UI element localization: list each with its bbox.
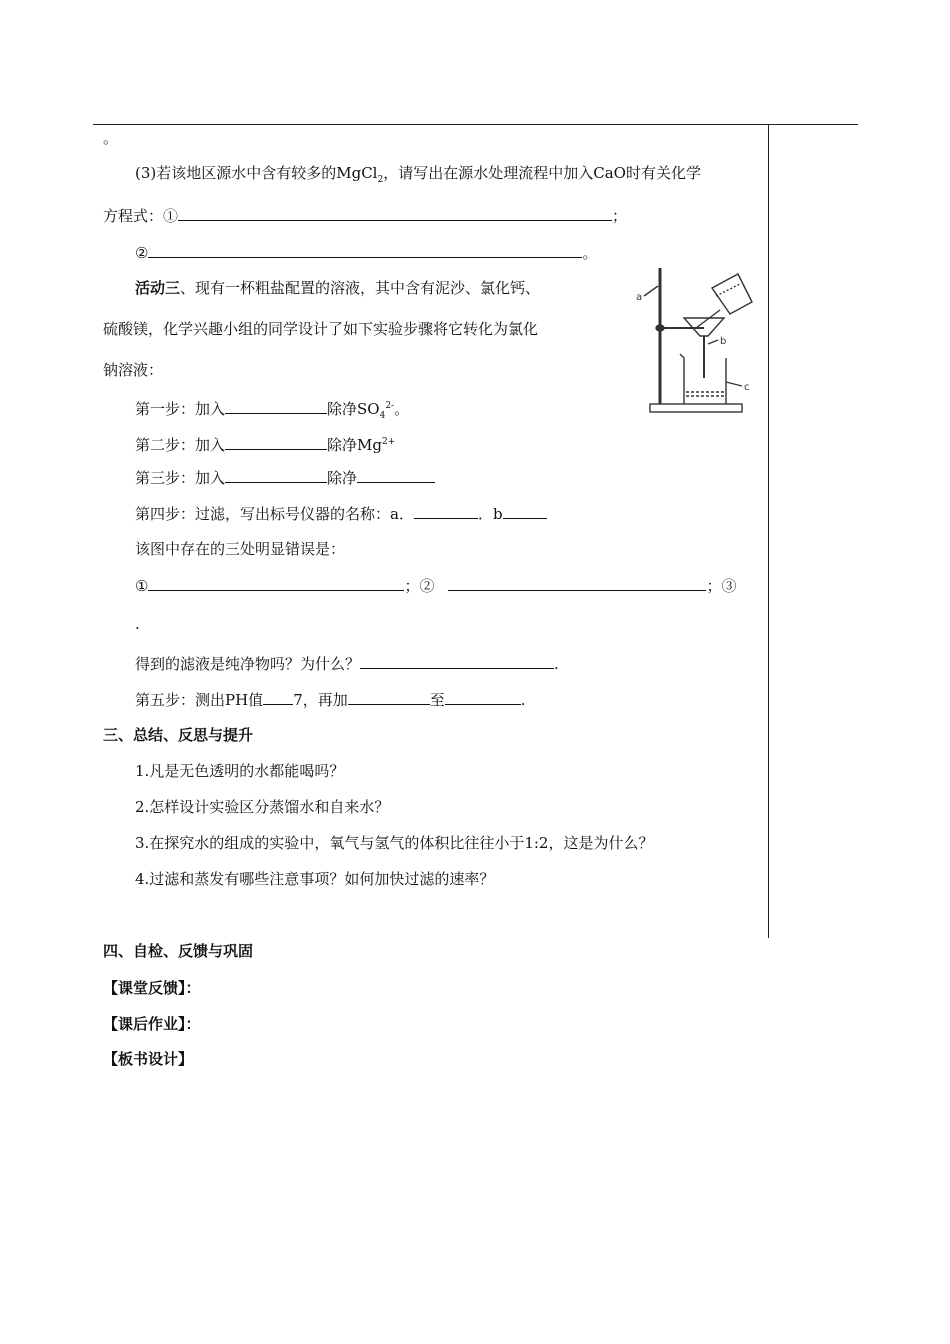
step1-sup: 2- [385,401,395,411]
step5-label: 第五步：测出PH值 [135,691,264,709]
err2-label: ；② [404,577,435,595]
step4-blank-a[interactable] [414,503,478,519]
step2-label: 第二步：加入 [135,436,226,454]
leading-period: 。 [103,129,119,147]
q3-text: (3)若该地区源水中含有较多的MgCl [135,164,378,182]
filtration-apparatus-figure [612,258,758,418]
step-3-line [135,467,435,488]
beaker-liquid [716,284,740,296]
step1-blank[interactable] [225,398,327,414]
board-design-heading: 【板书设计】 [103,1050,194,1068]
section-3-title: 三、总结、反思与提升 [103,726,254,744]
reflection-question-3: 3.在探究水的组成的实验中，氧气与氢气的体积比往往小于1:2，这是为什么？ [135,834,654,852]
activity-3-line-3: 钠溶液： [103,361,164,379]
glass-rod [696,310,720,328]
step-5-line [135,689,526,710]
reflection-question-2: 2.怎样设计实验区分蒸馏水和自来水？ [135,798,390,816]
err2-blank[interactable] [448,575,706,591]
errors-line [135,575,736,596]
eq2-end: 。 [582,244,598,262]
step5-blank-3[interactable] [445,689,521,705]
eq1-blank[interactable] [178,205,612,221]
activity-3-title: 活动三 [135,279,181,297]
err1-blank[interactable] [148,575,404,591]
step3-label: 第三步：加入 [135,469,226,487]
beaker-lip [680,354,684,358]
clamp-knob [656,325,664,331]
homework-heading: 【课后作业】： [103,1015,201,1033]
pouring-beaker [712,274,752,314]
step2-text: 除净Mg [327,436,382,454]
errors-continuation: . [135,615,140,633]
step5-text: 7，再加 [293,691,348,709]
section-4-title: 四、自检、反馈与巩固 [103,942,254,960]
filtrate-blank[interactable] [360,653,554,669]
step5-blank-2[interactable] [348,689,430,705]
q3-text2: ，请写出在源水处理流程中加入CaO时有关化学 [383,164,701,182]
step1-text: 除净SO [327,400,380,418]
pointer-a [644,286,658,296]
equation-2-line [135,242,597,263]
q3-sub: 2 [377,175,384,185]
classroom-feedback-heading: 【课堂反馈】： [103,979,201,997]
step4-text-b: ．b [477,505,503,523]
step3-blank-2[interactable] [357,467,435,483]
step-2-line [135,432,395,455]
question-3-line [135,163,701,190]
step3-blank-1[interactable] [225,467,327,483]
filtrate-question: 得到的滤液是纯净物吗？为什么？ [135,655,361,673]
pointer-c [726,382,742,386]
stand-base [650,404,742,412]
equation-1-line [103,205,627,226]
err1-label: ① [135,577,149,595]
step5-end: . [520,691,526,709]
step2-sup: 2+ [381,437,396,447]
label-c: c [744,382,750,393]
filtrate-end: . [554,655,559,673]
eq1-end: ； [612,207,628,225]
pointer-b [708,340,718,344]
step5-blank-1[interactable] [263,689,293,705]
reflection-question-1: 1.凡是无色透明的水都能喝吗？ [135,762,345,780]
column-rule [768,124,769,938]
header-rule [93,124,858,125]
step2-blank[interactable] [225,434,327,450]
step3-text: 除净 [327,469,358,487]
err3-label: ；③ [706,577,737,595]
filtrate-question-line [135,653,559,674]
step-1-line [135,396,409,426]
step4-blank-b[interactable] [503,503,547,519]
activity-3-line-2: 硫酸镁，化学兴趣小组的同学设计了如下实验步骤将它转化为氯化 [103,320,539,338]
step1-sub: 4 [379,411,386,421]
eq2-blank[interactable] [148,242,582,258]
step1-end: 。 [394,400,410,418]
label-b: b [720,336,727,347]
activity-3-line [135,278,540,298]
step5-text-2: 至 [429,691,445,709]
step4-label: 第四步：过滤，写出标号仪器的名称：a． [135,505,414,523]
reflection-question-4: 4.过滤和蒸发有哪些注意事项？如何加快过滤的速率？ [135,870,495,888]
step-4-line [135,503,547,524]
eq1-label: 方程式：① [103,207,179,225]
activity-3-text: 、现有一杯粗盐配置的溶液，其中含有泥沙、氯化钙、 [180,279,541,297]
label-a: a [636,292,643,303]
errors-question: 该图中存在的三处明显错误是： [135,540,346,558]
eq2-label: ② [135,244,149,262]
step1-label: 第一步：加入 [135,400,226,418]
